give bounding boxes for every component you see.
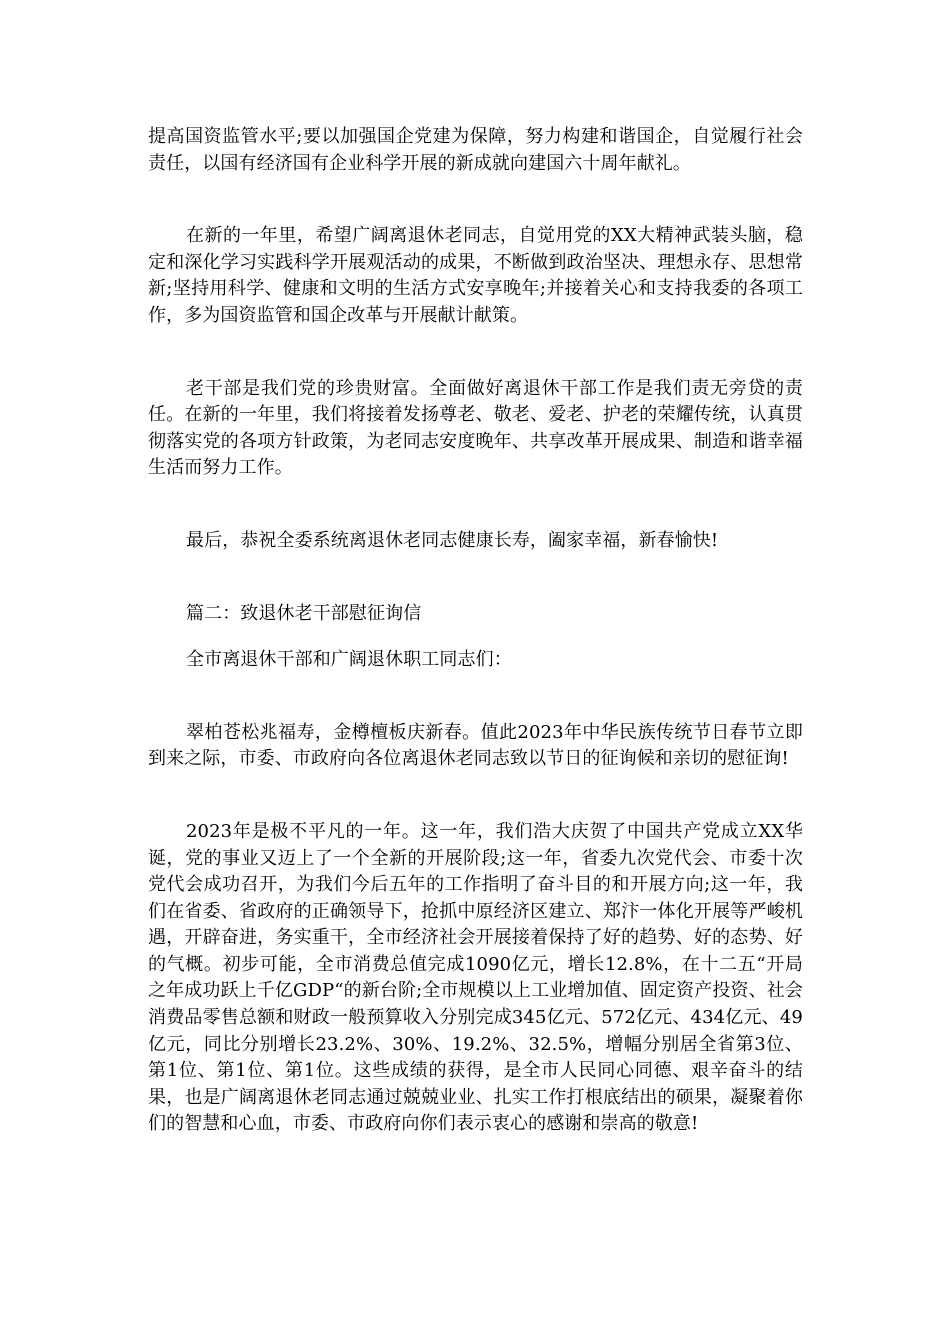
paragraph-new-year-hope: 在新的一年里，希望广阔离退休老同志，自觉用党的XX大精神武装头脑，稳定和深化学习实践科学开展观活动的成果，不断做到政治坚决、理想永存、思想常新;坚持用科学、健康和文明的生活方式安享晚年;并接着关心和支持我委的各项工作，多为国资监管和国企改革与开展献计献策。 bbox=[148, 225, 803, 326]
paragraph-closing-wishes: 最后，恭祝全委系统离退休老同志健康长寿，阖家幸福，新春愉快! bbox=[186, 529, 719, 551]
document-page bbox=[148, 124, 803, 1138]
paragraph-greeting: 翠柏苍松兆福寿，金樽檀板庆新春。值此2023年中华民族传统节日春节立即到来之际，市委、市政府向各位离退休老同志致以节日的征询候和亲切的慰征询! bbox=[148, 721, 803, 770]
salutation: 全市离退休干部和广阔退休职工同志们： bbox=[186, 649, 512, 671]
paragraph-veteran-cadres: 老干部是我们党的珍贵财富。全面做好离退休干部工作是我们责无旁贷的责任。在新的一年里，我们将接着发扬尊老、敬老、爱老、护老的荣耀传统，认真贯彻落实党的各项方针政策，为老同志安度晚年、共享改革开展成果、制造和谐幸福生活而努力工作。 bbox=[148, 377, 803, 479]
paragraph-annual-review: 2023年是极不平凡的一年。这一年，我们浩大庆贺了中国共产党成立XX华诞，党的事业又迈上了一个全新的开展阶段;这一年，省委九次党代会、市委十次党代会成功召开，为我们今后五年的工作指明了奋斗目的和开展方向;这一年，我们在省委、省政府的正确领导下，抢抓中原经济区建立、郑汴一体化开展等严峻机遇，开辟奋进，务实重干，全市经济社会开展接着保持了好的趋势、好的态势、好的气概。初步可能，全市消费总值完成1090亿元，增长12.8%，在十二五“开局之年成功跃上千亿GDP“的新台阶;全市规模以上工业增加值、固定资产投资、社会消费品零售总额和财政一般预算收入分别完成345亿元、572亿元、434亿元、49亿元，同比分别增长23.2%、30%、19.2%、32.5%，增幅分别居全省第3位、第1位、第1位、第1位。这些成绩的获得，是全市人民同心同德、艰辛奋斗的结果，也是广阔离退休老同志通过兢兢业业、扎实工作打根底结出的硕果，凝聚着你们的智慧和心血，市委、市政府向你们表示衷心的感谢和崇高的敬意! bbox=[148, 820, 803, 1135]
paragraph-continuation: 提高国资监管水平;要以加强国企党建为保障，努力构建和谐国企，自觉履行社会责任，以国有经济国有企业科学开展的新成就向建国六十周年献礼。 bbox=[148, 126, 803, 174]
section-heading: 篇二：致退休老干部慰征询信 bbox=[186, 602, 422, 624]
